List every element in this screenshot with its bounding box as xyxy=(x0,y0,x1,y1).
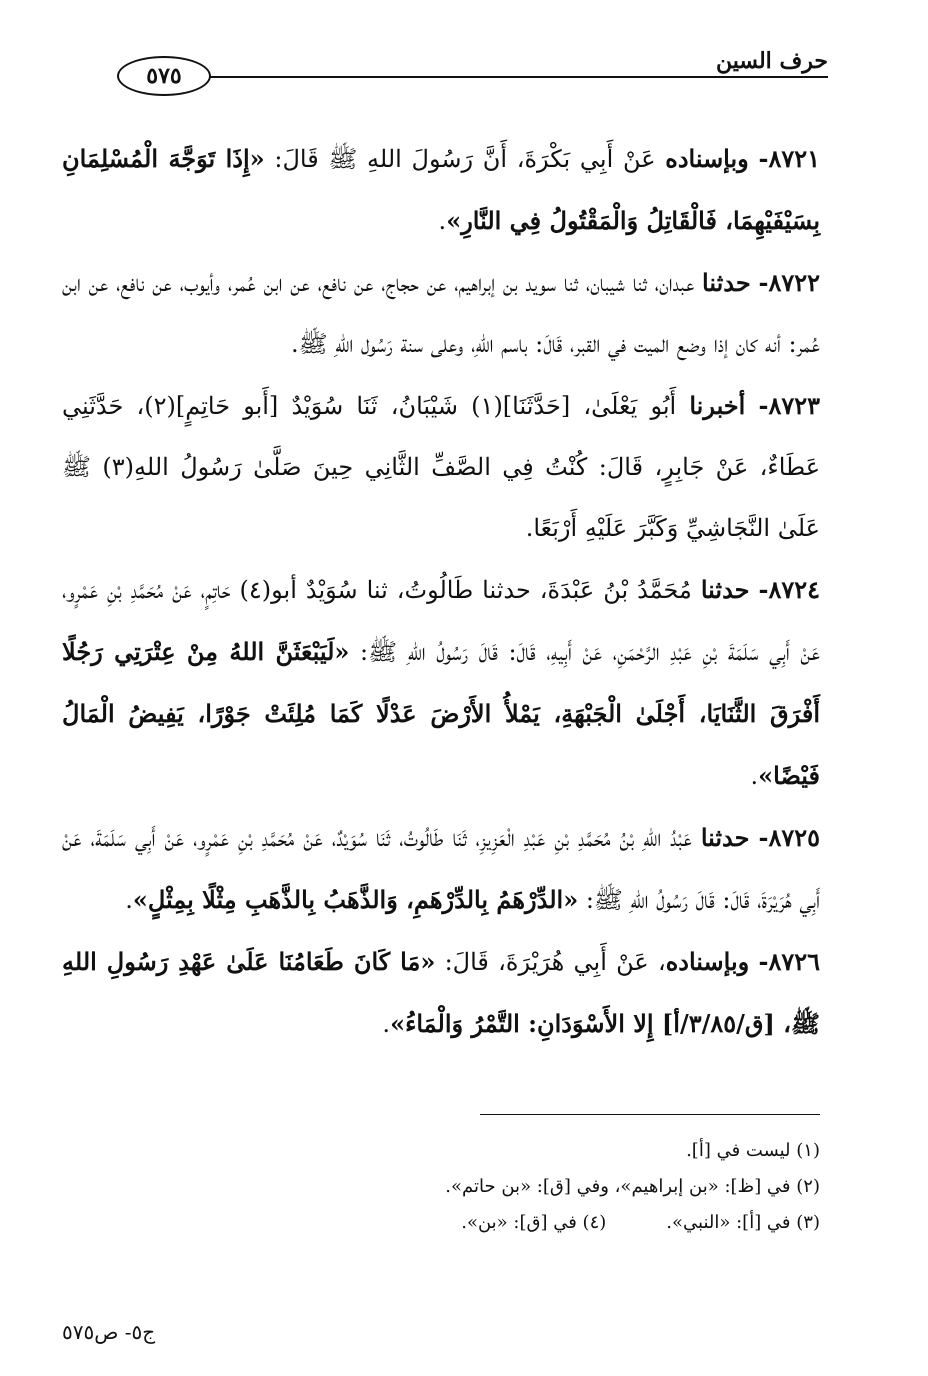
footnote-2: (٢) في [ظ]: «بن إبراهيم»، وفي [ق]: «بن حاتم». xyxy=(445,1176,820,1197)
footnote-separator xyxy=(480,1114,820,1115)
footnote-3-4-row xyxy=(62,1205,820,1241)
page-reference: ج٥- ص٥٧٥ xyxy=(62,1320,156,1344)
entry-text: أَبُو يَعْلَىٰ، [حَدَّثَنَا](١) شَيْبَانُ، ثَنَا سُوَيْدٌ [أَبو حَاتِمٍ](٢)، حَدَّثَنِي عَطَاءٌ، عَنْ جَابِرٍ، قَالَ: كُنْتُ فِي الصَّفِّ الثَّانِي حِينَ صَلَّىٰ رَسُولُ اللهِ(٣) ﷺ عَلَىٰ النَّجَاشِيِّ وَكَبَّرَ عَلَيْهِ أَرْبَعًا. xyxy=(62,392,821,542)
page-number: ٥٧٥ xyxy=(146,63,182,89)
page-body xyxy=(62,128,820,1055)
hadith-entry xyxy=(62,807,820,931)
entry-number: ٨٧٢٥- xyxy=(758,823,820,852)
hadith-entry xyxy=(62,252,820,375)
entry-text: مُحَمَّدُ بْنُ عَبْدَةَ، حدثنا طَالُوتُ، ثنا سُوَيْدٌ أبو(٤) حَاتِمٍ، عَنْ مُحَمَّدِ بْنِ عَمْرٍو، عَنْ أَبِي سَلَمَةَ بْنِ عَبْدِ الرَّحْمَنِ، عَنْ أَبِيهِ، قَالَ: قَالَ رَسُولُ اللهِ ﷺ: xyxy=(62,576,821,666)
entry-text-end: . xyxy=(750,762,759,790)
hadith-entry xyxy=(62,931,820,1055)
entry-keyword: وبإسناده xyxy=(665,947,750,976)
entry-text: عبدان، ثنا شيبان، ثنا سويد بن إبراهيم، عن حجاج، عن نافع، عن ابن عُمر، وأيوب، عن نافع، عن ابن عُمر: أنه كان إذا وضع الميت في القبر، قَالَ: باسم اللهِ، وعلى سنة رَسُول اللهِ ﷺ. xyxy=(62,269,820,358)
header-rule xyxy=(200,76,828,78)
page-number-oval xyxy=(117,56,211,96)
entry-text: عَبْدُ اللهِ بْنُ مُحَمَّدِ بْنِ عَبْدِ الْعَزِيزِ، ثَنَا طَالُوتُ، ثَنَا سُوَيْدٌ، عَنْ مُحَمَّدِ بْنِ عَمْرٍو، عَنْ أَبِي سَلَمَةَ، عَنْ أَبِي هُرَيْرَةَ، قَالَ: قَالَ رَسُولُ اللهِ ﷺ: xyxy=(62,824,820,914)
chapter-title: حرف السين xyxy=(715,48,828,74)
entry-text: ، عَنْ أَبِي هُرَيْرَةَ، قَالَ: xyxy=(435,948,666,976)
hadith-text: «الدِّرْهَمُ بِالدِّرْهَمِ، وَالذَّهَبُ بِالذَّهَبِ مِثْلًا بِمِثْلٍ» xyxy=(132,885,579,914)
entry-number: ٨٧٢٣- xyxy=(758,391,820,420)
entry-keyword: وبإسناده xyxy=(665,144,749,173)
footnotes xyxy=(62,1133,820,1241)
hadith-entry xyxy=(62,375,820,559)
entry-text: عَنْ أَبِي بَكْرَةَ، أَنَّ رَسُولَ اللهِ ﷺ قَالَ: xyxy=(264,145,666,173)
entry-text-end: . xyxy=(125,886,133,914)
entry-text-end: . xyxy=(438,207,447,235)
entry-number: ٨٧٢٤- xyxy=(758,575,820,604)
entry-keyword: حدثنا xyxy=(700,575,750,604)
hadith-text: «إِذَا تَوَجَّهَ الْمُسْلِمَانِ بِسَيْفَيْهِمَا، فَالْقَاتِلُ وَالْمَقْتُولُ فِي النَّارِ» xyxy=(62,144,820,235)
hadith-entry xyxy=(62,128,820,252)
page-header xyxy=(55,42,828,112)
footnote-1: (١) ليست في [أ]. xyxy=(686,1140,820,1161)
entry-number: ٨٧٢٢- xyxy=(758,268,820,297)
footnote-4: (٤) في [ق]: «بن». xyxy=(461,1212,607,1233)
entry-keyword: حدثنا xyxy=(700,823,750,852)
hadith-text: «مَا كَانَ طَعَامُنَا عَلَىٰ عَهْدِ رَسُولِ اللهِ ﷺ، [ق/٣/٨٥/أ] إِلا الأَسْوَدَانِ: التَّمْرُ وَالْمَاءُ» xyxy=(62,947,820,1038)
entry-keyword: أخبرنا xyxy=(689,391,746,420)
hadith-entry xyxy=(62,559,820,807)
hadith-text: «لَيَبْعَثَنَّ اللهُ مِنْ عِتْرَتِي رَجُلًا أَفْرَقَ الثَّنَايَا، أَجْلَىٰ الْجَبْهَةِ، يَمْلأُ الأَرْضَ عَدْلًا كَمَا مُلِئَتْ جَوْرًا، يَفِيضُ الْمَالُ فَيْضًا» xyxy=(62,637,820,790)
entry-number: ٨٧٢٦- xyxy=(758,947,820,976)
footnote-3: (٣) في [أ]: «النبي». xyxy=(666,1212,820,1233)
entry-text-end: . xyxy=(382,1010,391,1038)
entry-number: ٨٧٢١- xyxy=(758,144,820,173)
entry-keyword: حدثنا xyxy=(702,268,751,297)
